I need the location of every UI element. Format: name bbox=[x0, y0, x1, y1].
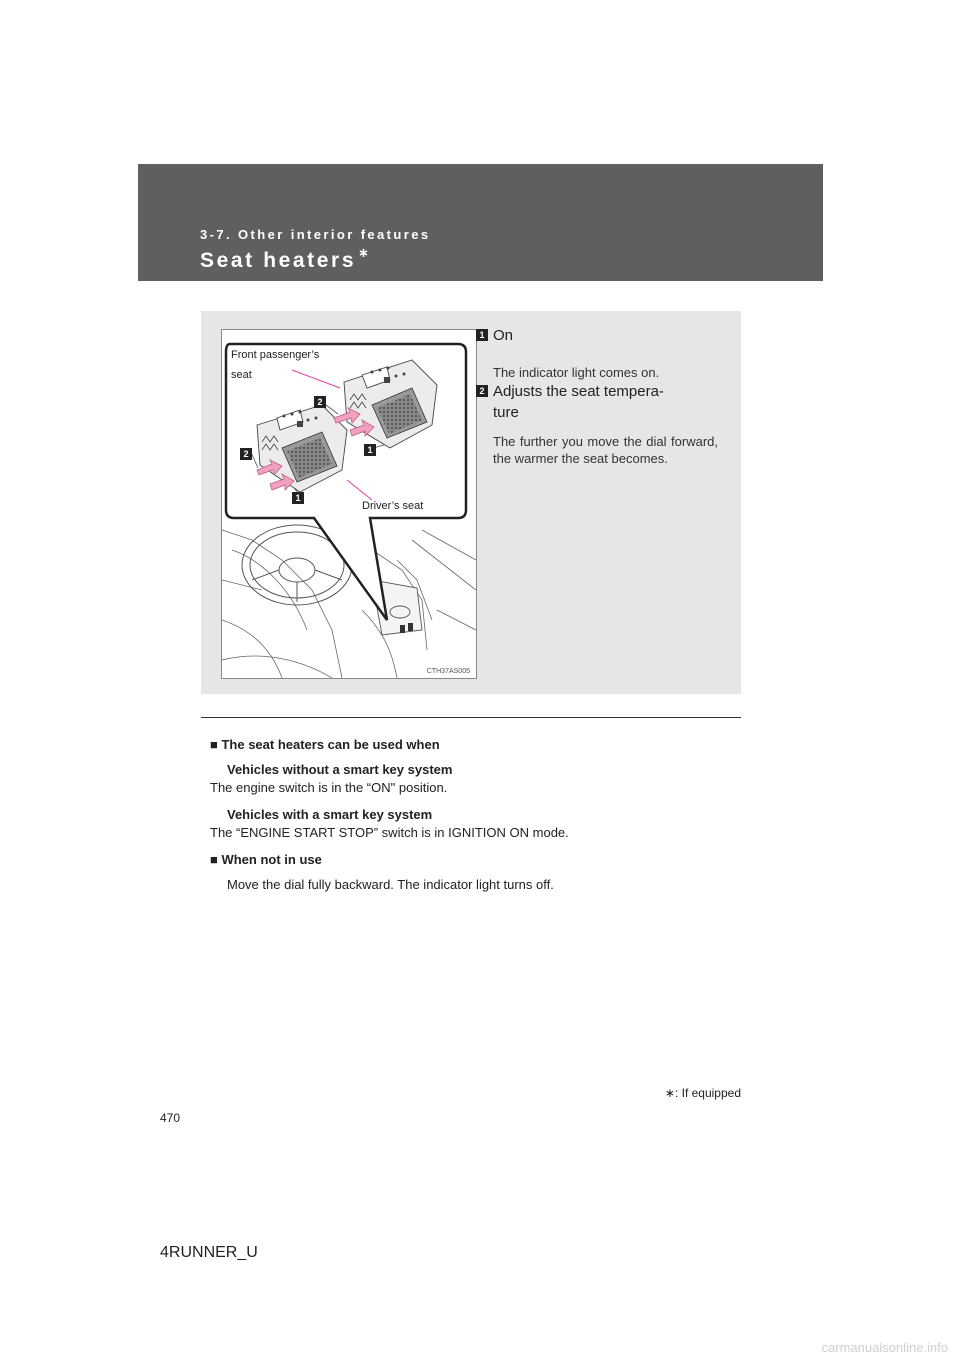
footnote: ∗: If equipped bbox=[664, 1086, 741, 1100]
equipped-mark: ∗ bbox=[358, 245, 372, 260]
divider bbox=[201, 717, 741, 718]
seat-heater-illustration bbox=[221, 329, 477, 679]
page-number: 470 bbox=[160, 1111, 181, 1125]
item-description: The further you move the dial forward, the warmer the seat becomes. bbox=[493, 434, 718, 466]
note-text-not-in-use: Move the dial fully backward. The indicator light turns off. bbox=[227, 877, 554, 892]
callout-2-passenger: 2 bbox=[314, 396, 326, 408]
passenger-seat-label: Front passenger’s seat bbox=[231, 349, 320, 381]
note-heading-usage: ■ The seat heaters can be used when bbox=[210, 737, 440, 752]
note-subheading-smart-key: Vehicles with a smart key system bbox=[227, 807, 433, 822]
note-text-no-smart-key: The engine switch is in the “ON" position. bbox=[210, 780, 448, 795]
model-code: 4RUNNER_U bbox=[160, 1244, 258, 1261]
note-heading-not-in-use: ■ When not in use bbox=[210, 852, 322, 867]
item-number: 2 bbox=[476, 385, 488, 397]
item-description: The indicator light comes on. bbox=[493, 365, 660, 380]
section-header bbox=[138, 164, 823, 281]
callout-2-driver: 2 bbox=[240, 448, 252, 460]
callout-1-driver: 1 bbox=[292, 492, 304, 504]
section-label: 3-7. Other interior features bbox=[200, 227, 431, 242]
note-text-smart-key: The “ENGINE START STOP” switch is in IGNITION ON mode. bbox=[210, 825, 569, 840]
illustration-panel bbox=[201, 311, 741, 694]
driver-seat-label: Driver’s seat bbox=[362, 500, 424, 512]
note-subheading-no-smart-key: Vehicles without a smart key system bbox=[227, 762, 453, 777]
item-heading: Adjusts the seat tempera- ture bbox=[493, 383, 664, 421]
item-number: 1 bbox=[476, 329, 488, 341]
page-title: Seat heaters ∗ bbox=[200, 245, 372, 272]
callout-1-passenger: 1 bbox=[364, 444, 376, 456]
figure-code: CTH37AS005 bbox=[426, 668, 470, 675]
item-heading: On bbox=[493, 327, 514, 344]
watermark: carmanualsonline.info bbox=[821, 1340, 948, 1355]
